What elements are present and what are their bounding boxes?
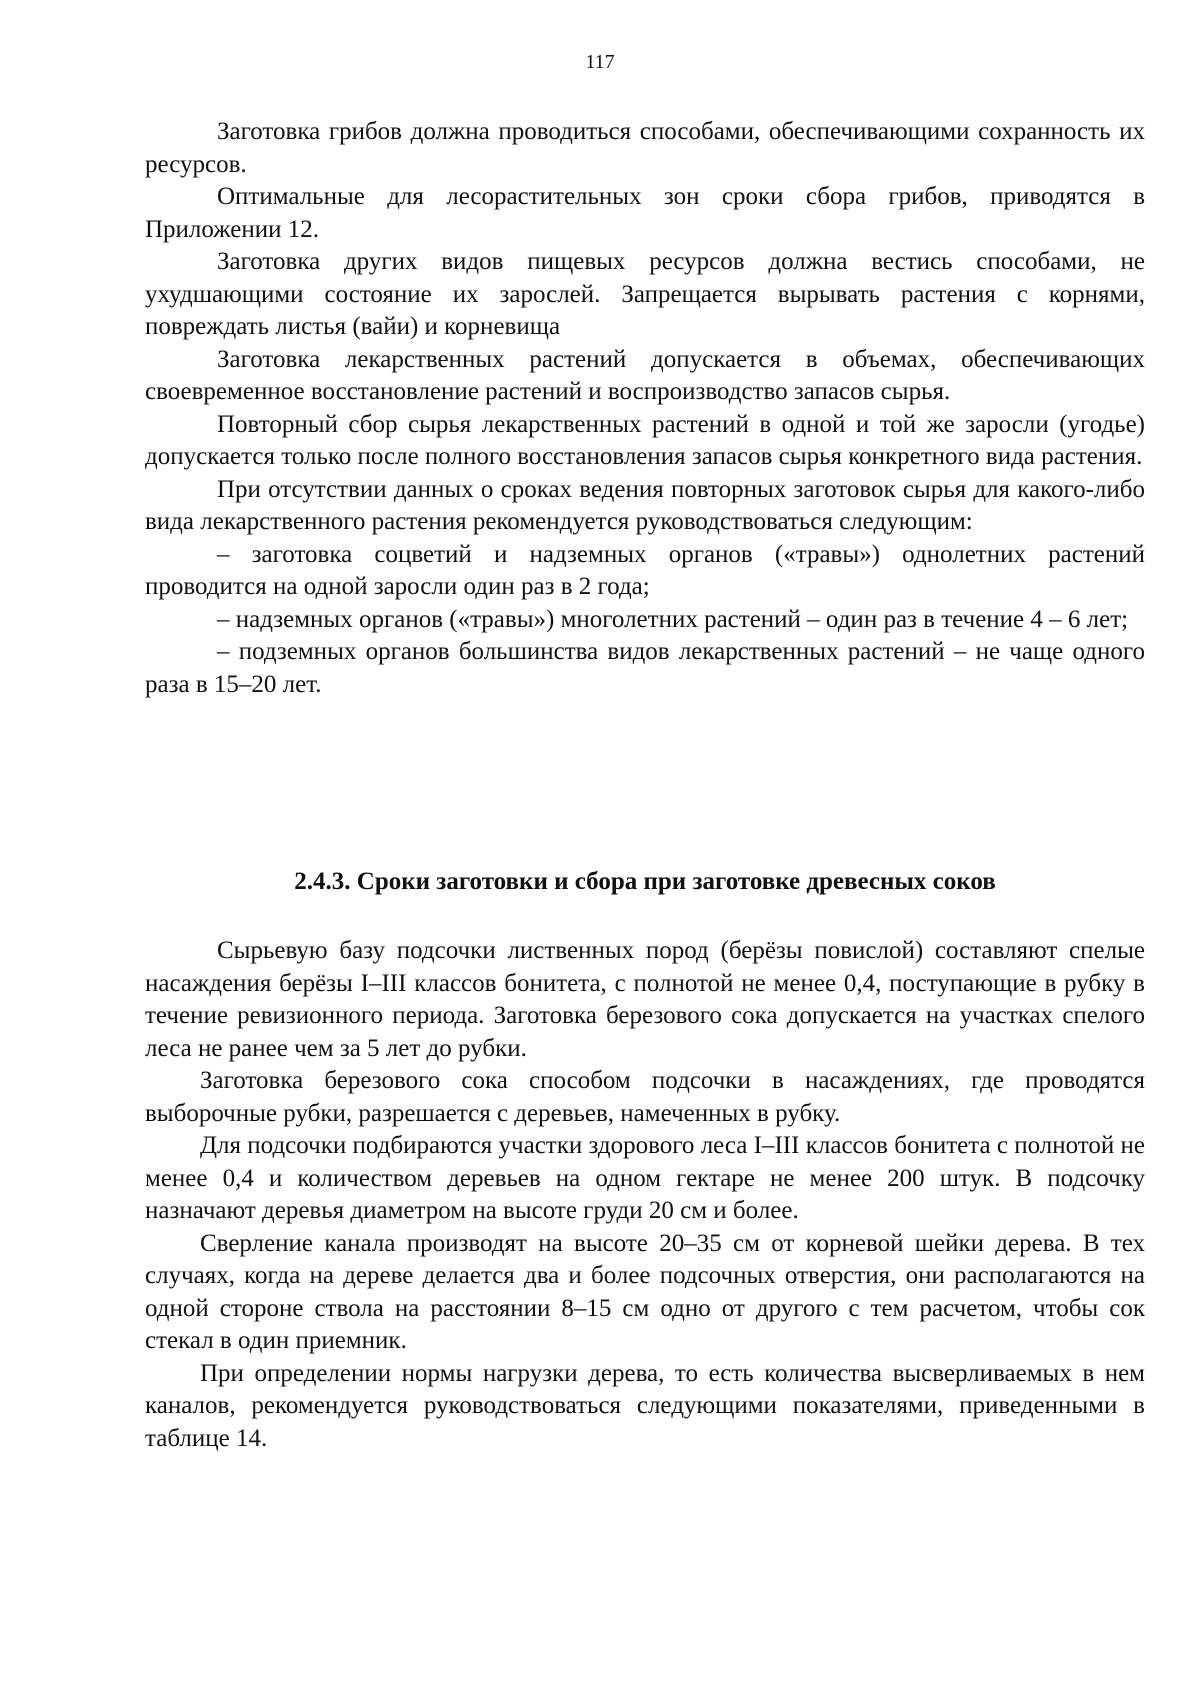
paragraph: Оптимальные для лесорастительных зон сроки сбора грибов, приводятся в Приложении 12. [145,183,1145,243]
paragraph: Для подсочки подбираются участки здорового леса I–III классов бонитета с полнотой не менее 0,4 и количеством деревьев на одном гектаре не менее 200 штук. В подсочку назначают деревья диаметром на высоте груди 20 см и более. [145,1132,1145,1224]
list-item: – надземных органов («травы») многолетних растений – один раз в течение 4 – 6 лет; [217,605,1129,633]
paragraph: Заготовка грибов должна проводиться способами, обеспечивающими сохранность их ресурсов. [145,118,1145,178]
list-item: – заготовка соцветий и надземных органов («травы») однолетних растений проводится на одной заросли один раз в 2 года; [145,540,1145,600]
list-item: – подземных органов большинства видов лекарственных растений – не чаще одного раза в 15–20 лет. [145,638,1145,698]
paragraph: Повторный сбор сырья лекарственных растений в одной и той же заросли (угодье) допускается только после полного восстановления запасов сырья конкретного вида растения. [145,410,1145,470]
paragraph: Заготовка лекарственных растений допускается в объемах, обеспечивающих своевременное восстановление растений и воспроизводство запасов сырья. [145,345,1145,405]
section-heading: 2.4.3. Сроки заготовки и сбора при заготовке древесных соков [294,868,996,895]
paragraph: Сырьевую базу подсочки лиственных пород (берёзы повислой) составляют спелые насаждения берёзы I–III классов бонитета, с полнотой не менее 0,4, поступающие в рубку в течение ревизионного периода. Заготовка березового сока допускается на участках спелого леса не ранее чем за 5 лет до рубки. [145,937,1145,1062]
paragraph: Заготовка других видов пищевых ресурсов должна вестись способами, не ухудшающими состояние их зарослей. Запрещается вырывать растения с корнями, повреждать листья (вайи) и корневища [145,248,1145,340]
paragraph: При отсутствии данных о сроках ведения повторных заготовок сырья для какого-либо вида лекарственного растения рекомендуется руководствоваться следующим: [145,475,1145,535]
paragraph: При определении нормы нагрузки дерева, то есть количества высверливаемых в нем каналов, рекомендуется руководствоваться следующими показателями, приведенными в таблице 14. [145,1359,1145,1452]
section-harvesting-rules [145,116,1145,701]
paragraph: Сверление канала производят на высоте 20–35 см от корневой шейки дерева. В тех случаях, когда на дереве делается два и более подсочных отверстия, они располагаются на одной стороне ствола на расстоянии 8–15 см одно от другого с тем расчетом, чтобы сок стекал в один приемник. [145,1229,1145,1354]
section-tree-sap [145,935,1145,1455]
paragraph: Заготовка березового сока способом подсочки в насаждениях, где проводятся выборочные рубки, разрешается с деревьев, намеченных в рубку. [145,1067,1145,1127]
page-number: 117 [585,51,615,73]
